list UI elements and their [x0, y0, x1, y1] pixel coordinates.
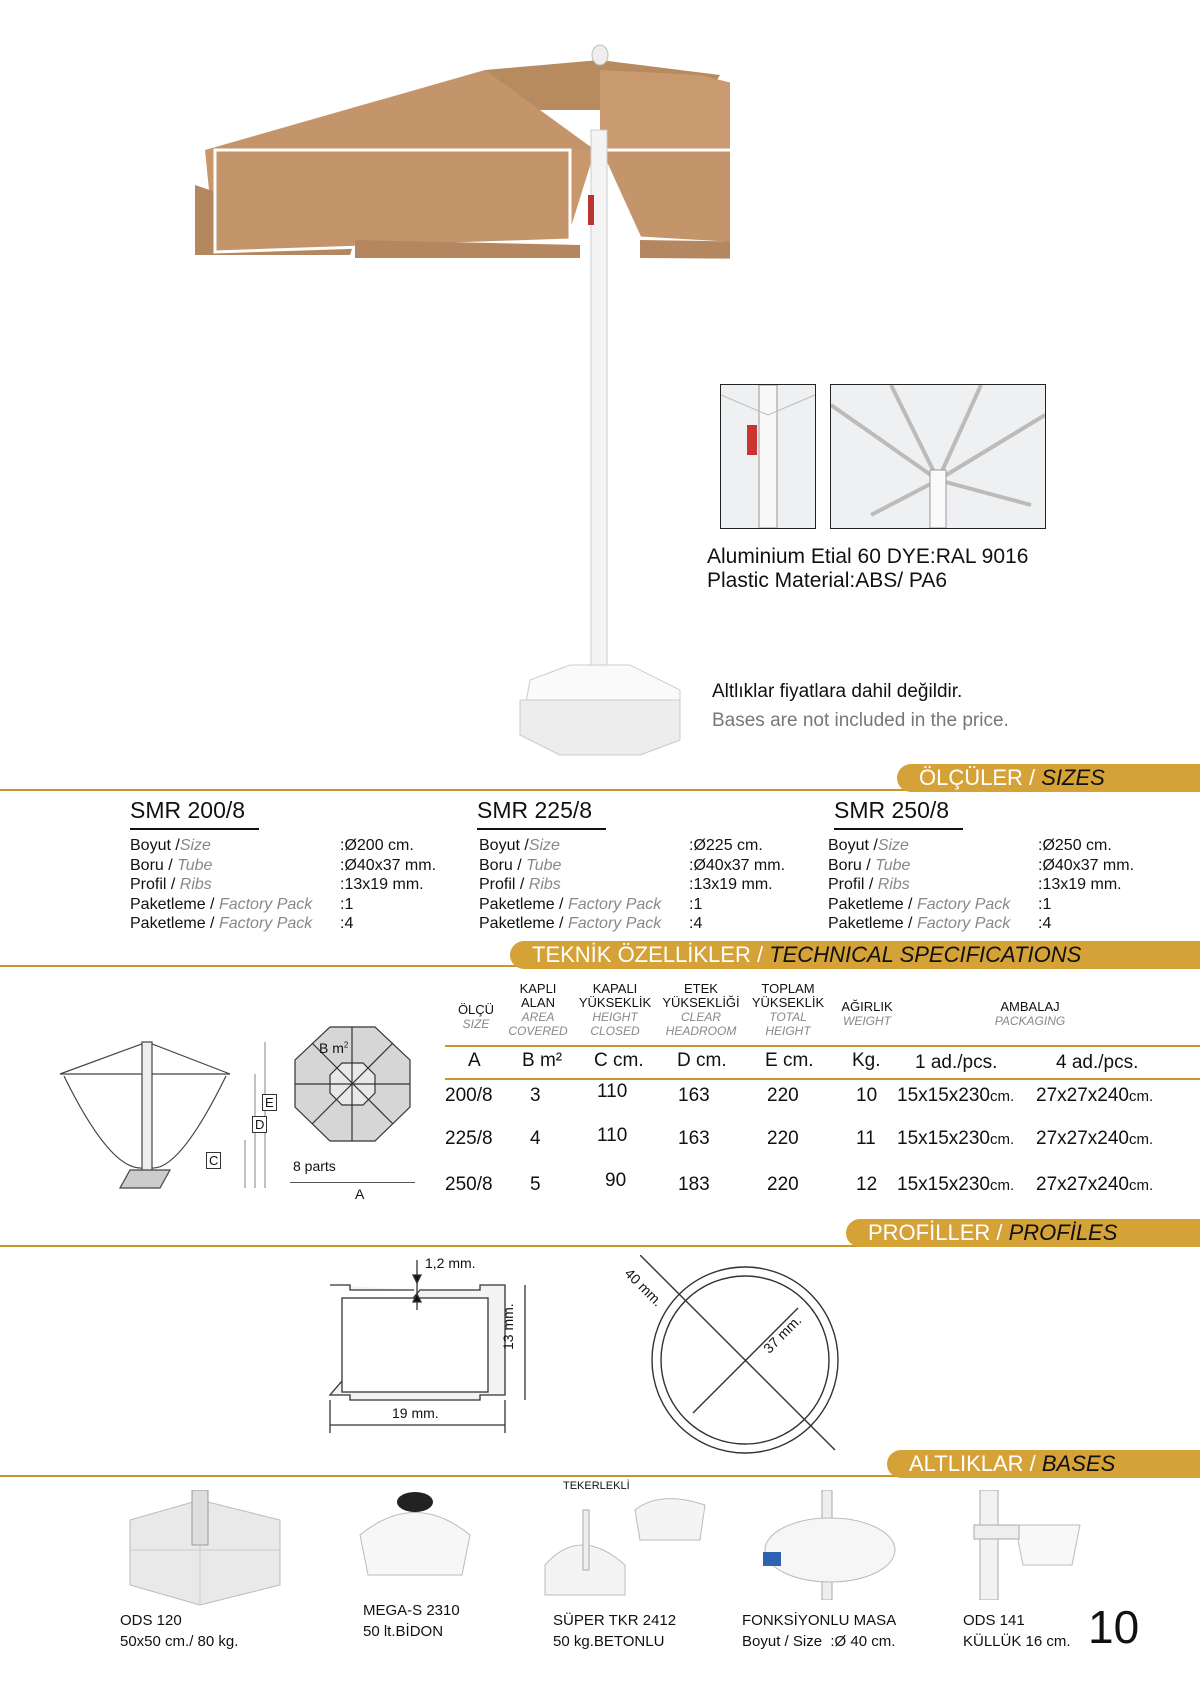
pack-label-en: Factory Pack — [218, 915, 313, 932]
base-super-tkr-image — [540, 1485, 710, 1600]
cell-kg: 12 — [856, 1174, 878, 1195]
spec-block-200 — [130, 836, 436, 934]
umbrella-side-diagram — [50, 1030, 290, 1200]
pack1-dim: 15x15x230 — [897, 1085, 990, 1106]
ribs-label: Profil / — [130, 876, 180, 893]
th-tr: TOPLAM YÜKSEKLİK — [751, 981, 825, 1010]
base-detail: 50x50 cm./ 80 kg. — [120, 1633, 239, 1650]
model-title-200: SMR 200/8 — [130, 797, 259, 830]
rib-thickness-label: 1,2 mm. — [425, 1255, 476, 1271]
width-a-label: A — [355, 1186, 365, 1202]
ribs-label-en: Ribs — [877, 876, 910, 893]
th-area — [503, 982, 573, 1038]
tube-label-en: Tube — [177, 856, 213, 874]
th-weight — [832, 1000, 902, 1028]
material-plastic: Plastic Material:ABS/ PA6 — [707, 569, 948, 592]
unit-c: C cm. — [594, 1050, 644, 1071]
base-ashtray-image — [960, 1490, 1090, 1600]
tube-outer-label: 40 mm. — [621, 1265, 667, 1310]
materials-text — [707, 545, 1028, 593]
ribs-value: :13x19 mm. — [1038, 876, 1122, 893]
section-profiles — [846, 1219, 1200, 1247]
cell-b: 3 — [530, 1085, 541, 1106]
unit-cm: cm. — [1128, 1088, 1154, 1105]
unit-cm: cm. — [989, 1088, 1015, 1105]
cell-a: 250/8 — [445, 1174, 493, 1195]
pack-value: :1 — [689, 895, 703, 913]
cell-d: 163 — [678, 1128, 710, 1149]
size-value: :Ø200 cm. — [340, 837, 414, 854]
section-tech-en: TECHNICAL SPECIFICATIONS — [769, 942, 1082, 967]
base-detail: KÜLLÜK 16 cm. — [963, 1633, 1071, 1650]
base-name: MEGA-S 2310 — [363, 1602, 460, 1619]
section-profiles-tr: PROFİLLER / — [868, 1220, 1009, 1245]
base-detail: 50 lt.BİDON — [363, 1623, 444, 1640]
pack-value: :4 — [1038, 915, 1052, 932]
cell-e: 220 — [767, 1174, 799, 1195]
pack4-dim: 27x27x240 — [1036, 1174, 1129, 1195]
pack4-dim: 27x27x240 — [1036, 1128, 1129, 1149]
tube-inner-label: 37 mm. — [760, 1311, 805, 1357]
th-en: PACKAGING — [994, 1014, 1066, 1028]
pack-label: Paketleme / — [130, 915, 219, 932]
tube-value: :Ø40x37 mm. — [689, 856, 786, 874]
section-bases-en: BASES — [1041, 1451, 1116, 1476]
ribs-label-en: Ribs — [179, 876, 212, 893]
cell-e: 220 — [767, 1085, 799, 1106]
cell-a: 200/8 — [445, 1085, 493, 1106]
tube-label: Boru / — [479, 856, 527, 874]
page-number: 10 — [1088, 1601, 1140, 1653]
cell-pack1 — [897, 1128, 1014, 1150]
th-tr: AĞIRLIK — [841, 999, 893, 1014]
th-packaging — [960, 1000, 1100, 1028]
section-sizes-tr: ÖLÇÜLER / — [919, 765, 1042, 790]
cell-kg: 10 — [856, 1085, 878, 1106]
base-item-mega-s — [363, 1600, 460, 1642]
base-tag: TEKERLEKLİ — [563, 1480, 630, 1492]
table-header-rule — [445, 1078, 1200, 1080]
pack-label: Paketleme / — [479, 895, 568, 913]
section-tech — [510, 941, 1200, 969]
pack1-dim: 15x15x230 — [897, 1128, 990, 1149]
th-en: TOTAL HEIGHT — [765, 1010, 811, 1038]
dim-c: C — [206, 1152, 221, 1169]
base-function-table-image — [755, 1490, 905, 1600]
size-value: :Ø250 cm. — [1038, 837, 1112, 854]
ribs-value: :13x19 mm. — [340, 876, 424, 893]
base-item-function-table — [742, 1610, 896, 1652]
unit-cm: cm. — [1128, 1131, 1154, 1148]
pack-value: :1 — [1038, 895, 1052, 913]
size-label: Boyut / — [130, 837, 180, 854]
unit-d: D cm. — [677, 1050, 727, 1071]
pack-value: :1 — [340, 895, 354, 913]
th-tr: ÖLÇÜ — [457, 1002, 495, 1017]
ribs-label: Profil / — [828, 876, 878, 893]
section-bases — [887, 1450, 1200, 1478]
pack-label-en: Factory Pack — [567, 895, 662, 913]
bases-note-en: Bases are not included in the price. — [712, 710, 1009, 731]
size-label-en: Size — [528, 837, 560, 854]
ribs-label: Profil / — [479, 876, 529, 893]
th-en: HEIGHT CLOSED — [590, 1010, 640, 1038]
model-title-225: SMR 225/8 — [477, 797, 606, 830]
rib-height-label: 13 mm. — [500, 1303, 516, 1350]
tube-label: Boru / — [130, 856, 178, 874]
pack-label-en: Factory Pack — [916, 915, 1011, 932]
base-item-ods141 — [963, 1610, 1071, 1652]
spec-block-250 — [828, 836, 1134, 934]
cell-kg: 11 — [856, 1128, 876, 1149]
unit-cm: cm. — [989, 1131, 1015, 1148]
pack4-dim: 27x27x240 — [1036, 1085, 1129, 1106]
umbrella-illustration — [170, 30, 730, 770]
th-size — [451, 1003, 501, 1031]
cell-e: 220 — [767, 1128, 799, 1149]
th-tr: ETEK YÜKSEKLİĞİ — [662, 981, 740, 1010]
cell-pack4 — [1036, 1085, 1153, 1107]
tube-label-en: Tube — [875, 856, 911, 874]
th-total-height — [746, 982, 830, 1038]
th-en: CLEAR HEADROOM — [665, 1010, 737, 1038]
dim-d: D — [252, 1116, 267, 1133]
pack-label: Paketleme / — [479, 915, 568, 932]
unit-cm: cm. — [1128, 1177, 1154, 1194]
unit-a: A — [468, 1050, 481, 1071]
pack-value: :4 — [340, 915, 354, 932]
ribs-value: :13x19 mm. — [689, 876, 773, 893]
area-label: B $m^2$ — [319, 1040, 349, 1056]
th-tr: AMBALAJ — [1000, 999, 1060, 1014]
cell-pack1 — [897, 1085, 1014, 1107]
section-bases-tr: ALTLIKLAR / — [909, 1451, 1042, 1476]
pack-label: Paketleme / — [130, 895, 219, 913]
size-value: :Ø225 cm. — [689, 837, 763, 854]
material-aluminium: Aluminium Etial 60 DYE:RAL 9016 — [707, 545, 1029, 568]
table-top-rule — [445, 1045, 1200, 1047]
ribs-detail-photo — [830, 384, 1046, 529]
bases-note-tr: Altlıklar fiyatlara dahil değildir. — [712, 681, 963, 702]
unit-b: B m² — [522, 1050, 563, 1071]
tube-profile-drawing — [640, 1255, 860, 1465]
th-en: WEIGHT — [843, 1014, 891, 1028]
pack-label-en: Factory Pack — [916, 895, 1011, 913]
th-tr: KAPLI ALAN — [519, 981, 557, 1010]
pack-label: Paketleme / — [828, 895, 917, 913]
section-profiles-en: PROFİLES — [1008, 1220, 1118, 1245]
area-label-text: B m — [319, 1040, 344, 1056]
dim-e: E — [262, 1094, 277, 1111]
cell-d: 183 — [678, 1174, 710, 1195]
cell-pack4 — [1036, 1128, 1153, 1150]
base-detail: Boyut / Size :Ø 40 cm. — [742, 1633, 896, 1650]
base-item-super-tkr — [553, 1610, 676, 1652]
tube-value: :Ø40x37 mm. — [1038, 856, 1135, 874]
th-en: AREA COVERED — [508, 1010, 568, 1038]
width-a-line — [290, 1182, 415, 1183]
octagon-plan-diagram — [290, 1025, 415, 1155]
unit-pack1: 1 ad./pcs. — [915, 1052, 998, 1073]
cell-b: 5 — [530, 1174, 541, 1195]
base-detail: 50 kg.BETONLU — [553, 1633, 665, 1650]
unit-e: E cm. — [765, 1050, 814, 1071]
cell-c: 90 — [605, 1170, 627, 1191]
size-label: Boyut / — [479, 837, 529, 854]
pack-label-en: Factory Pack — [218, 895, 313, 913]
base-item-ods120 — [120, 1610, 238, 1652]
th-height-closed — [574, 982, 656, 1038]
base-mega-s-image — [350, 1490, 480, 1590]
rib-width-label: 19 mm. — [392, 1405, 439, 1421]
cell-pack1 — [897, 1174, 1014, 1196]
section-tech-tr: TEKNİK ÖZELLİKLER / — [532, 942, 770, 967]
pack1-dim: 15x15x230 — [897, 1174, 990, 1195]
model-title-250: SMR 250/8 — [834, 797, 963, 830]
cell-c: 110 — [597, 1081, 628, 1102]
pack-label-en: Factory Pack — [567, 915, 662, 932]
th-en: SIZE — [462, 1017, 490, 1031]
cell-a: 225/8 — [445, 1128, 493, 1149]
section-sizes-en: SIZES — [1041, 765, 1105, 790]
size-label-en: Size — [877, 837, 909, 854]
parts-label: 8 parts — [293, 1158, 336, 1174]
base-name: ODS 120 — [120, 1612, 182, 1629]
cell-b: 4 — [530, 1128, 541, 1149]
pack-value: :4 — [689, 915, 703, 932]
section-sizes — [897, 764, 1200, 792]
cell-d: 163 — [678, 1085, 710, 1106]
pole-detail-photo — [720, 384, 816, 529]
tube-value: :Ø40x37 mm. — [340, 856, 437, 874]
size-label-en: Size — [179, 837, 211, 854]
cell-c: 110 — [597, 1125, 628, 1146]
base-name: FONKSİYONLU MASA — [742, 1612, 897, 1629]
base-name: SÜPER TKR 2412 — [553, 1612, 677, 1629]
size-label: Boyut / — [828, 837, 878, 854]
spec-block-225 — [479, 836, 785, 934]
pack-label: Paketleme / — [828, 915, 917, 932]
tube-label-en: Tube — [526, 856, 562, 874]
tube-label: Boru / — [828, 856, 876, 874]
ribs-label-en: Ribs — [528, 876, 561, 893]
unit-pack4: 4 ad./pcs. — [1056, 1052, 1139, 1073]
cell-pack4 — [1036, 1174, 1153, 1196]
base-name: ODS 141 — [963, 1612, 1025, 1629]
th-headroom — [658, 982, 744, 1038]
rib-profile-drawing — [320, 1255, 550, 1455]
unit-kg: Kg. — [852, 1050, 881, 1071]
th-tr: KAPALI YÜKSEKLİK — [578, 981, 652, 1010]
unit-cm: cm. — [989, 1177, 1015, 1194]
base-ods120-image — [120, 1490, 290, 1610]
